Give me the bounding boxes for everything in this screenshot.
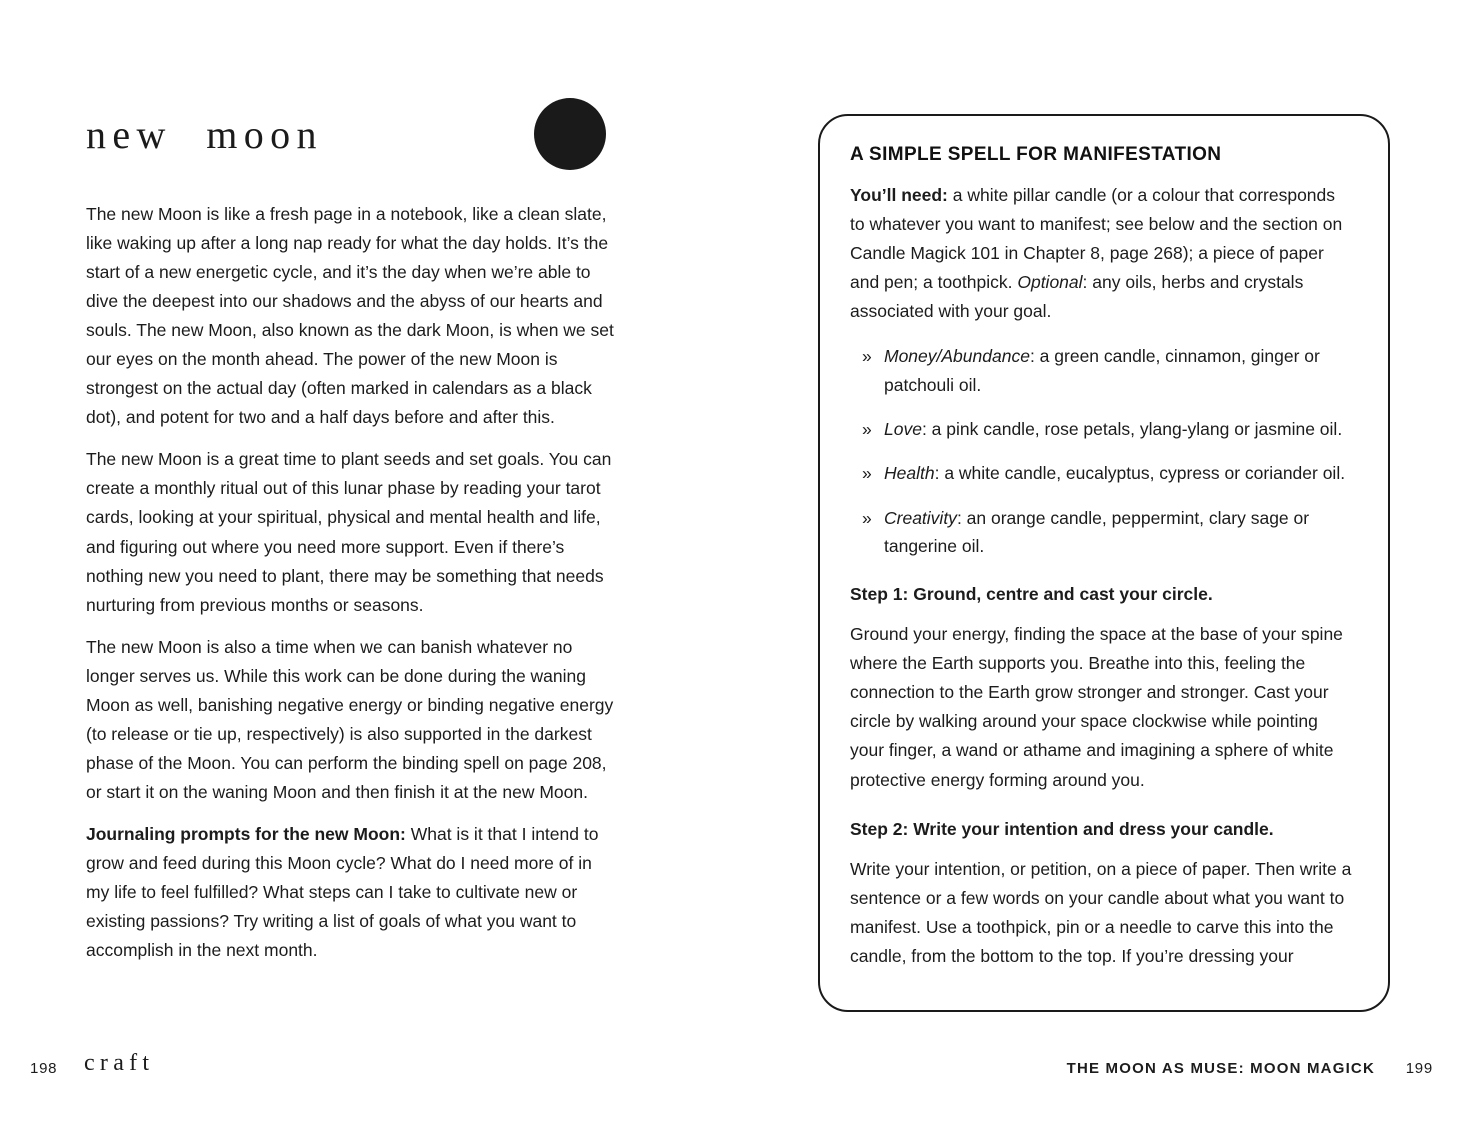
- left-page-header: [86, 96, 620, 172]
- left-page: [86, 96, 620, 978]
- right-page: [818, 114, 1390, 1012]
- spell-bullets: [862, 342, 1354, 560]
- spell-bullet-item: [862, 504, 1354, 561]
- text-segment: : an orange candle, peppermint, clary sage or tangerine oil.: [884, 507, 1310, 556]
- spell-heading: A SIMPLE SPELL FOR MANIFESTATION: [850, 144, 1222, 165]
- text-segment: You’ll need:: [850, 185, 948, 205]
- text-segment: The new Moon is like a fresh page in a notebook, like a clean slate, like waking up after a long nap ready for what the day holds. It’s the start of a new energetic cycle, and it’s the day when we’re able to dive the deepest into our shadows and the abyss of our hearts and souls. The new Moon, also known as the dark Moon, is when we set our eyes on the month ahead. The power of the new Moon is strongest on the actual day (often marked in calendars as a black dot), and potent for two and a half days before and after this.: [86, 204, 614, 428]
- paragraph: [86, 633, 620, 807]
- left-page-paragraphs: [86, 200, 620, 965]
- step-heading: Step 1: Ground, centre and cast your circle.: [850, 584, 1213, 605]
- spell-step: [850, 815, 1354, 971]
- text-segment: Love: [884, 418, 922, 439]
- spell-steps: [850, 580, 1354, 970]
- step-body: [850, 620, 1354, 794]
- bullet-marker-icon: »: [862, 507, 872, 528]
- page-title: new moon: [86, 111, 323, 157]
- text-segment: : a pink candle, rose petals, ylang-ylang or jasmine oil.: [921, 418, 1343, 439]
- paragraph: [86, 820, 620, 965]
- right-page-number: 199: [1405, 1060, 1433, 1077]
- text-segment: The new Moon is also a time when we can banish whatever no longer serves us. While this work can be done during the waning Moon as well, banishing negative energy or binding negative energy (to release or tie up, respectively) is also supported in the darkest phase of the Moon. You can perform the binding spell on page 208, or start it on the waning Moon and then finish it at the new Moon.: [86, 636, 614, 802]
- book-title: craft: [84, 1050, 155, 1076]
- spell-bullet-item: [862, 415, 1354, 443]
- text-segment: Write your intention, or petition, on a piece of paper. Then write a sentence or a few words on your candle about what you want to manifest. Use a toothpick, pin or a needle to carve this into the candle, from the bottom to the top. If you’re dressing your: [850, 858, 1352, 966]
- text-segment: Money/Abundance: [884, 346, 1030, 367]
- text-segment: Ground your energy, finding the space at the base of your spine where the Earth supports you. Breathe into this, feeling the connection to the Earth grow stronger and stronger. Cast your circle by walking around your space clockwise while pointing your finger, a wand or athame and imagining a sphere of white protective energy forming around you.: [850, 624, 1343, 790]
- text-segment: : any oils, herbs and crystals associated with your goal.: [850, 272, 1304, 322]
- bullet-marker-icon: »: [862, 418, 872, 439]
- text-segment: Optional: [1017, 272, 1083, 293]
- spell-bullet-item: [862, 459, 1354, 487]
- text-segment: a white pillar candle (or a colour that corresponds to whatever you want to manifest; see below and the section on Candle Magick 101 in Chapter 8, page 268); a piece of paper and pen; a toothpick.: [850, 185, 1343, 293]
- new-moon-icon: [534, 98, 606, 170]
- spell-bullet-item: [862, 342, 1354, 399]
- text-segment: : a green candle, cinnamon, ginger or patchouli oil.: [884, 346, 1320, 395]
- step-body: [850, 855, 1354, 971]
- spell-box: [818, 114, 1390, 1012]
- paragraph: [86, 200, 620, 432]
- bullet-marker-icon: »: [862, 463, 872, 484]
- text-segment: Journaling prompts for the new Moon:: [86, 823, 406, 844]
- text-segment: Health: [884, 463, 935, 484]
- paragraph: [86, 445, 620, 619]
- text-segment: The new Moon is a great time to plant seeds and set goals. You can create a monthly ritual out of this lunar phase by reading your tarot cards, looking at your spiritual, physical and mental health and life, and figuring out where you need more support. Even if there’s nothing new you need to plant, there may be something that needs nurturing from previous months or seasons.: [86, 449, 612, 615]
- bullet-marker-icon: »: [862, 346, 872, 367]
- chapter-title: THE MOON AS MUSE: MOON MAGICK: [1066, 1060, 1375, 1077]
- text-segment: Creativity: [884, 507, 957, 528]
- text-segment: What is it that I intend to grow and feed during this Moon cycle? What do I need more of in my life to feel fulfilled? What steps can I take to cultivate new or existing passions? Try writing a list of goals of what you want to accomplish in the next month.: [86, 823, 599, 961]
- left-page-number: 198: [30, 1060, 58, 1077]
- text-segment: : a white candle, eucalyptus, cypress or coriander oil.: [934, 463, 1346, 484]
- step-heading: Step 2: Write your intention and dress your candle.: [850, 818, 1274, 839]
- spell-intro: [850, 181, 1354, 326]
- spell-step: [850, 580, 1354, 794]
